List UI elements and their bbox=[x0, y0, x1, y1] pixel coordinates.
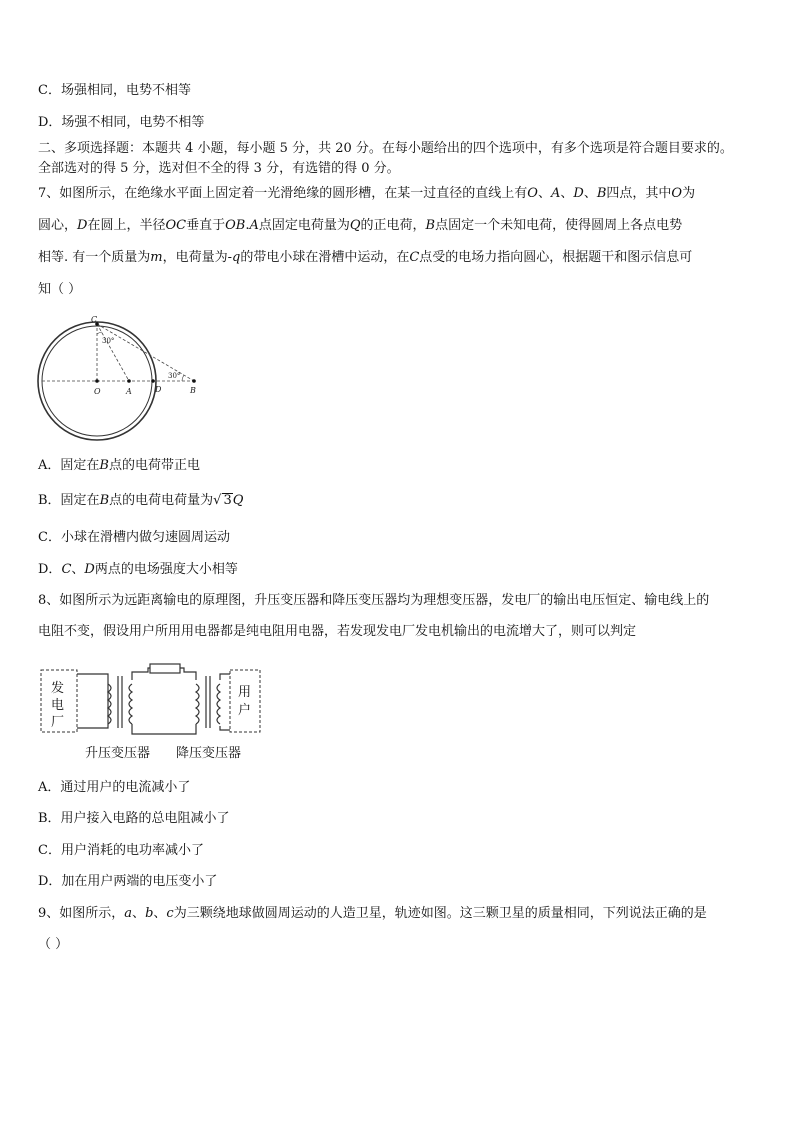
label-o: O bbox=[94, 387, 101, 396]
label-b: B bbox=[190, 386, 196, 395]
label-d: D bbox=[155, 385, 162, 394]
angle-arc-c bbox=[97, 332, 102, 334]
step-down-secondary-coil bbox=[217, 684, 220, 724]
point-b bbox=[192, 379, 196, 383]
step-up-secondary-coil bbox=[129, 684, 132, 724]
angle-arc-b bbox=[182, 375, 184, 381]
q7-stem-line3: 相等. 有一个质量为m，电荷量为-q的带电小球在滑槽中运动，在C点受的电场力指向圆心，根据题干和图示信息可 bbox=[38, 250, 693, 265]
q7-stem-line4: 知（ ） bbox=[38, 282, 82, 297]
step-up-caption: 升压变压器 bbox=[85, 746, 151, 761]
q8-option-c: C．用户消耗的电功率减小了 bbox=[38, 843, 204, 858]
q8-stem-line1: 8、如图所示为远距离输电的原理图，升压变压器和降压变压器均为理想变压器，发电厂的输出电压恒定、输电线上的 bbox=[38, 593, 710, 608]
power-plant-char-1: 发 bbox=[51, 681, 65, 696]
step-up-primary-wire bbox=[77, 674, 108, 728]
section2-line2: 全部选对的得 5 分，选对但不全的得 3 分，有选错的得 0 分。 bbox=[38, 161, 400, 176]
q9-stem-line2: （ ） bbox=[38, 937, 69, 952]
q6-option-d: D．场强不相同，电势不相等 bbox=[38, 115, 205, 130]
user-wire bbox=[220, 674, 230, 680]
point-o bbox=[95, 379, 99, 383]
q7-option-d: D．C、D两点的电场强度大小相等 bbox=[38, 562, 238, 577]
line-resistor bbox=[150, 664, 180, 673]
angle-label-c: 30° bbox=[102, 337, 115, 345]
q6-option-c: C．场强相同，电势不相等 bbox=[38, 83, 191, 98]
user-wire-bottom bbox=[220, 726, 230, 730]
q7-stem-line2: 圆心，D在圆上，半径OC垂直于OB.A点固定电荷量为Q的正电荷，B点固定一个未知电荷，使得圆周上各点电势 bbox=[38, 218, 683, 233]
label-a: A bbox=[126, 387, 132, 396]
q7-option-b: B．固定在B点的电荷电荷量为√ 3Q bbox=[38, 493, 244, 508]
user-char-2: 户 bbox=[238, 703, 252, 718]
q8-transmission-diagram bbox=[38, 662, 270, 764]
transmission-line-bottom bbox=[132, 724, 196, 734]
q9-stem-line1: 9、如图所示，a、b、c为三颗绕地球做圆周运动的人造卫星，轨迹如图。这三颗卫星的质量相同，下列说法正确的是 bbox=[38, 906, 707, 921]
user-box bbox=[230, 670, 260, 732]
q8-option-a: A．通过用户的电流减小了 bbox=[38, 780, 191, 795]
q7-option-c: C．小球在滑槽内做匀速圆周运动 bbox=[38, 530, 230, 545]
q7-circle-diagram bbox=[36, 312, 206, 444]
power-plant-char-3: 厂 bbox=[51, 715, 65, 730]
power-plant-char-2: 电 bbox=[51, 698, 65, 713]
label-c: C bbox=[91, 315, 98, 324]
q8-option-b: B．用户接入电路的总电阻减小了 bbox=[38, 811, 230, 826]
point-a bbox=[127, 379, 131, 383]
q7-stem-line1: 7、如图所示，在绝缘水平面上固定着一光滑绝缘的圆形槽，在某一过直径的直线上有O、A、D、B四点，其中O为 bbox=[38, 186, 696, 201]
q8-option-d: D．加在用户两端的电压变小了 bbox=[38, 874, 218, 889]
section2-line1: 二、多项选择题：本题共 4 小题，每小题 5 分，共 20 分。在每小题给出的四个选项中，有多个选项是符合题目要求的。 bbox=[38, 141, 733, 156]
line-ca bbox=[97, 324, 129, 381]
angle-label-b: 30° bbox=[168, 372, 181, 380]
q8-stem-line2: 电阻不变，假设用户所用用电器都是纯电阻用电器，若发现发电厂发电机输出的电流增大了，则可以判定 bbox=[38, 624, 637, 639]
q7-option-a: A．固定在B点的电荷带正电 bbox=[38, 458, 200, 473]
user-char-1: 用 bbox=[238, 685, 252, 700]
step-down-primary-coil bbox=[196, 684, 199, 724]
step-down-caption: 降压变压器 bbox=[176, 746, 242, 761]
point-d bbox=[151, 379, 155, 383]
